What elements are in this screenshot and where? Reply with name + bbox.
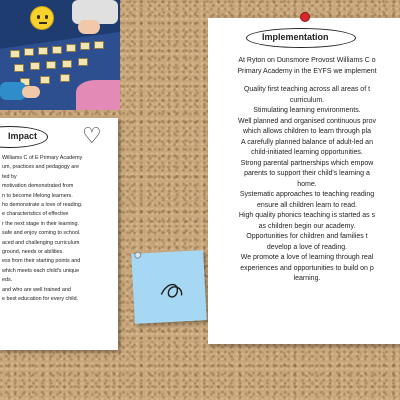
- letter-tile: [30, 62, 40, 70]
- letter-tile: [24, 48, 34, 56]
- impact-title: Impact: [8, 131, 38, 141]
- impact-line: motivation demonstrated from: [2, 183, 74, 190]
- implementation-line: experiences and opportunities to build on p: [240, 264, 374, 272]
- letter-tile: [52, 46, 62, 54]
- classroom-photo: [0, 0, 120, 110]
- implementation-line: High quality phonics teaching is started as s: [238, 212, 376, 219]
- implementation-line: ensure all children learn to read.: [256, 201, 357, 209]
- impact-text: [2, 154, 115, 305]
- implementation-line: develop a love of reading.: [266, 243, 348, 251]
- impact-line: ground, needs or abilities.: [2, 249, 64, 256]
- letter-tile: [38, 47, 48, 55]
- letter-tile: [66, 44, 76, 52]
- letter-tile: [62, 60, 72, 68]
- implementation-text: [216, 56, 398, 285]
- impact-line: aced and challenging curriculum: [2, 239, 80, 246]
- impact-line: and who are well trained and: [2, 286, 71, 293]
- letter-tile: [94, 41, 104, 49]
- implementation-line: A carefully planned balance of adult-led an: [241, 138, 373, 146]
- implementation-line: Strong parental partnerships which empow: [240, 159, 374, 167]
- impact-line: ho demonstrate a love of reading.: [2, 202, 83, 209]
- scribble-doodle-icon: [131, 250, 207, 324]
- letter-tile: [78, 58, 88, 66]
- implementation-line: We promote a love of learning through real: [240, 254, 374, 261]
- impact-line: safe and enjoy coming to school.: [2, 230, 81, 237]
- child-hand: [22, 86, 40, 98]
- impact-line: e best education for every child.: [2, 296, 79, 303]
- impact-line: e characteristics of effective: [2, 211, 69, 218]
- implementation-line: Quality first teaching across all areas of t: [243, 86, 371, 93]
- implementation-line: At Ryton on Dunsmore Provost Williams C o: [238, 57, 376, 64]
- impact-card: [0, 118, 118, 350]
- pushpin-icon: [300, 12, 310, 22]
- impact-line: ted by: [2, 173, 17, 180]
- letter-tile: [10, 50, 20, 58]
- implementation-line: child-initiated learning opportunities.: [251, 149, 363, 156]
- impact-line: which meets each child's unique: [2, 267, 80, 274]
- implementation-line: home.: [297, 180, 317, 188]
- impact-line: r the next stage in their learning.: [2, 220, 80, 227]
- implementation-line: curriculum.: [289, 96, 325, 104]
- implementation-line: Stimulating learning environments.: [253, 107, 361, 114]
- implementation-line: parents to support their child's learning a: [244, 170, 370, 177]
- smiley-face-icon: [30, 6, 54, 30]
- implementation-line: Primary Academy in the EYFS we implement: [237, 67, 377, 75]
- implementation-title: Implementation: [262, 32, 329, 42]
- letter-tile: [46, 61, 56, 69]
- sticky-note: [131, 250, 207, 324]
- implementation-line: as children begin our academy.: [258, 222, 356, 230]
- letter-tile: [14, 64, 24, 72]
- implementation-line: Systematic approaches to teaching reading: [239, 191, 375, 198]
- implementation-card: [208, 18, 400, 344]
- letter-tile: [60, 74, 70, 82]
- implementation-line: Opportunities for children and families t: [246, 233, 368, 240]
- impact-line: n to become lifelong learners.: [2, 192, 73, 199]
- child-hand: [78, 20, 100, 34]
- pink-tray: [76, 80, 120, 110]
- implementation-line: learning.: [293, 275, 321, 282]
- heart-icon: ♡: [82, 124, 102, 149]
- implementation-line: which allows children to learn through pla: [242, 128, 372, 135]
- impact-line: um, practices and pedagogy are: [2, 164, 80, 171]
- letter-tile: [40, 76, 50, 84]
- impact-line: ess from their starting points and: [2, 258, 81, 265]
- letter-tile: [80, 42, 90, 50]
- impact-line: Williams C of E Primary Academy: [2, 155, 83, 161]
- implementation-line: Well planned and organised continuous prov: [237, 117, 377, 125]
- impact-line: eds.: [2, 277, 13, 284]
